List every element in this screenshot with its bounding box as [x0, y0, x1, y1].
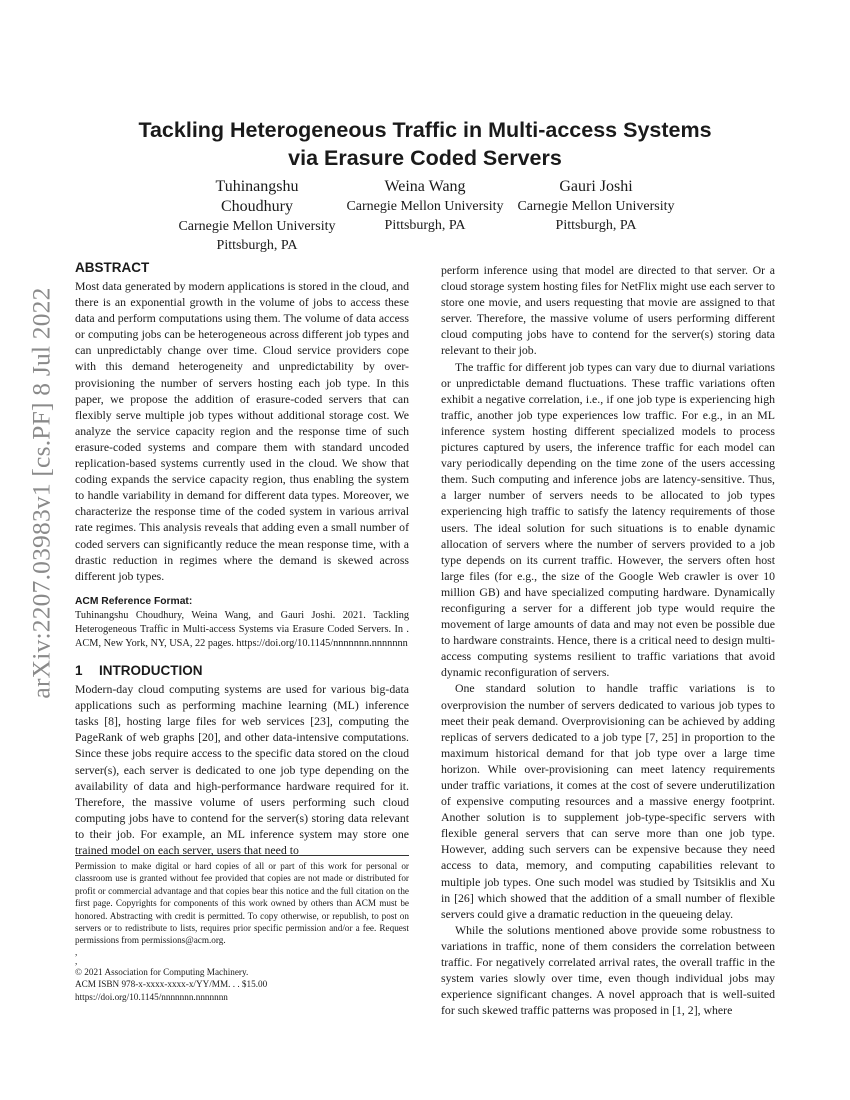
- author-affiliation: Carnegie Mellon University: [178, 219, 336, 234]
- author-affiliation: Carnegie Mellon University: [346, 199, 504, 214]
- author-location: Pittsburgh, PA: [555, 218, 637, 233]
- intro-paragraph-1-cont: perform inference using that model are directed to that server. Or a cloud storage system hosting files for NetFlix might use each server to store one movie, and users requesting that movie are assigned to that server. Therefore, the massive volume of users performing different cloud computing jobs have to contend for the server(s) storing data relevant to their job.: [441, 263, 775, 358]
- intro-paragraph-2: The traffic for different job types can vary due to diurnal variations or unpredictable demand fluctuations. These traffic variations often exhibit a negative correlation, i.e., if one job type is experiencing high traffic, another job type experiences low traffic. For e.g., in an ML inference system hosting different specialized models to process pictures captured by users, the inference traffic for each model can vary periodically depending on the time zone of the users accessing them. Such computing and inference jobs are latency-sensitive. Thus, a larger number of servers needs to be allocated to job types experiencing high traffic to satisfy the latency requirements of those users. The ideal solution for such situations is to enable dynamic allocation of servers where the number of servers provided to a job type depends on its current traffic. However, the servers often host large files (for e.g., the size of the Google Web crawler is over 10 million GB) and have specialized computing hardware. Dynamically reconfiguring a server for a different job type would require the movement of large amounts of data and may not even be possible due to hardware constraints. Hence, there is a critical need to design multi-access computing systems resilient to traffic variations that avoid dynamic reconfiguration of servers.: [441, 359, 775, 680]
- title-line-1: Tackling Heterogeneous Traffic in Multi-access Systems: [138, 118, 712, 142]
- permission-footnote: [75, 855, 409, 1003]
- author-name: Tuhinangshu: [215, 178, 299, 195]
- author-block-1: [175, 177, 339, 255]
- intro-paragraph-1: Modern-day cloud computing systems are used for various big-data applications such as performing machine learning (ML) inference tasks [8], hosting large files for web services [23], computing the PageRank of web graphs [20], and other data-intensive computations. Since these jobs require access to the specific data stored on the cloud server(s), each server is dedicated to one job type depending on the availability of data and high-performance hardware required for it. Therefore, the massive volume of users performing such cloud computing jobs have to contend for the server(s) storing data relevant to their job. For example, an ML inference system may store one trained model on each server, users that need to: [75, 682, 409, 857]
- permission-text: Permission to make digital or hard copies of all or part of this work for personal or classroom use is granted without fee provided that copies are not made or distributed for profit or commercial advantage and that copies bear this notice and the full citation on the first page. Copyrights for components of this work owned by others than ACM must be honored. Abstracting with credit is permitted. To copy otherwise, or republish, to post on servers or to redistribute to lists, requires prior specific permission and/or a fee. Request permissions from permissions@acm.org.: [75, 861, 409, 946]
- introduction-heading: [75, 661, 409, 681]
- abstract-heading: ABSTRACT: [75, 260, 150, 275]
- intro-paragraph-3: One standard solution to handle traffic variations is to overprovision the number of servers dedicated to various job types to meet their peak demand. Overprovisioning can be achieved by adding replicas of servers dedicated to a job type [7, 25] in proportion to the maximum historical demand for that job type over a large time horizon. While over-provisioning can meet latency requirements under traffic variations, it comes at the cost of severe underutilization of expensive computing resources and a massive energy footprint. Another solution is to supplement job-type-specific servers with flexible general servers that can serve more than one job type. However, adding such servers can be expensive because they need access to data, memory, and computing capabilities relevant to multiple job types. One such model was studied by Tsitsiklis and Xu in [26] which showed that the addition of a small number of flexible servers could give a dramatic reduction in the queueing delay.: [441, 681, 775, 921]
- reference-format-text: Tuhinangshu Choudhury, Weina Wang, and Gauri Joshi. 2021. Tackling Heterogeneous Traffic in Multi-access Systems via Erasure Coded Servers. In . ACM, New York, NY, USA, 22 pages. https://doi.org/10.1145/nnnnnnn.nnnnnnn: [75, 609, 409, 649]
- author-affiliation: Carnegie Mellon University: [517, 199, 675, 214]
- reference-format-heading: ACM Reference Format:: [75, 595, 193, 607]
- abstract-text: Most data generated by modern applications is stored in the cloud, and there is an exponential growth in the volume of jobs to access these data and perform computations using them. The volume of data access or computing jobs can be heterogeneous across different job types and can unpredictably change over time. Cloud service providers cope with this demand heterogeneity and unpredictability by over-provisioning the number of servers hosting each job type. In this paper, we propose the addition of erasure-coded servers that can flexibly serve multiple job types without additional storage cost. We analyze the service capacity region and the response time of such erasure-coded systems and compare them with standard uncoded replication-based systems currently used in the cloud. We show that coding expands the service capacity region, thus enabling the system to handle variability in demand for different data types. Moreover, we characterize the response time of the coded system in various arrival rate regimes. This analysis reveals that adding even a small number of coded servers can significantly reduce the mean response time, with a drastic reduction in regimes where the demand is skewed across different job types.: [75, 279, 409, 583]
- title-line-2: via Erasure Coded Servers: [288, 146, 562, 170]
- section-title: INTRODUCTION: [99, 663, 203, 679]
- section-number: 1: [75, 663, 83, 679]
- author-block-2: [343, 177, 507, 235]
- author-location: Pittsburgh, PA: [216, 238, 298, 253]
- arxiv-stamp-text: arXiv:2207.03983v1 [cs.PF] 8 Jul 2022: [27, 287, 56, 699]
- footnote-placeholder: , ,: [75, 946, 78, 966]
- author-name: Weina Wang: [384, 178, 466, 195]
- author-block-3: [514, 177, 678, 235]
- doi-line: https://doi.org/10.1145/nnnnnnn.nnnnnnn: [75, 991, 228, 1002]
- author-name-cont: Choudhury: [221, 198, 293, 215]
- left-column: [75, 258, 409, 858]
- arxiv-stamp: [22, 287, 62, 699]
- author-location: Pittsburgh, PA: [384, 218, 466, 233]
- right-column: [441, 262, 775, 1018]
- paper-title: [75, 116, 775, 172]
- author-name: Gauri Joshi: [559, 178, 633, 195]
- isbn-line: ACM ISBN 978-x-xxxx-xxxx-x/YY/MM. . . $15.00: [75, 979, 268, 990]
- copyright-line: © 2021 Association for Computing Machinery.: [75, 966, 249, 977]
- intro-paragraph-4: While the solutions mentioned above provide some robustness to variations in traffic, none of them considers the correlation between traffic. For negatively correlated arrival rates, the overall traffic in the system varies slowly over time, even though individual jobs may experience significant changes. A novel approach that is well-suited for such skewed traffic patterns was proposed in [1, 2], where: [441, 922, 775, 1018]
